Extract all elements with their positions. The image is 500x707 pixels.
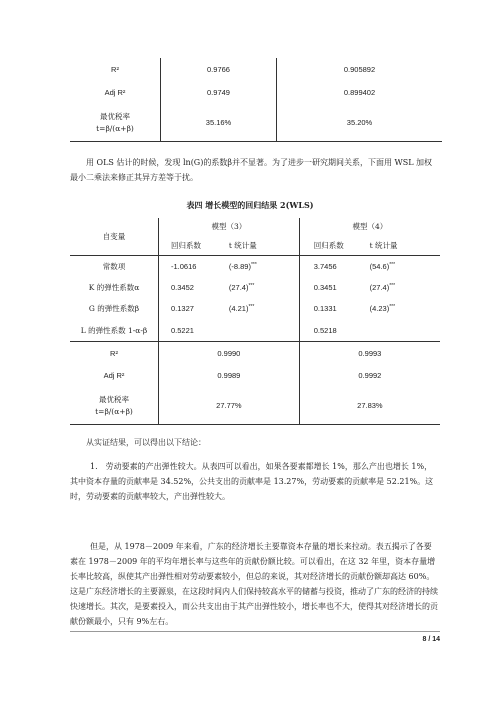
table-cell: 0.3452 — [159, 277, 229, 298]
table-cell — [370, 277, 440, 298]
table-cell: 0.899402 — [277, 81, 443, 103]
table-row — [70, 81, 442, 103]
row-label: Adj R² — [104, 87, 126, 97]
table-row — [70, 298, 440, 319]
table-cell: 35.20% — [277, 103, 443, 142]
row-label: K 的弹性系数α — [88, 283, 140, 292]
table-row — [70, 58, 442, 81]
row-label: Adj R² — [103, 370, 125, 380]
paragraph: 1. 劳动要素的产出弹性较大。从表四可以看出，如果各要素都增长 1%，那么产出也增长 1%，其中资本存量的贡献率是 34.52%，公共支出的贡献率是 13.27%，劳动要素的贡献率是 52.21%。这时，劳动要素的贡献率较大，产出弹性较大。 — [70, 462, 434, 501]
table-cell: 0.9766 — [161, 58, 277, 81]
table-cell: 3.7456 — [299, 256, 369, 278]
row-label: L 的弹性系数 1-α-β — [70, 319, 159, 342]
table-cell: 0.5218 — [299, 319, 369, 342]
column-header-tstat: t 统计量 — [229, 235, 299, 256]
table-row — [70, 319, 440, 342]
table-cell: 0.9749 — [161, 81, 277, 103]
footer-divider — [70, 631, 440, 632]
table-cell: 0.9990 — [159, 342, 300, 365]
table-cell: 0.9993 — [299, 342, 440, 365]
table-cell — [370, 298, 440, 319]
column-header-coef: 回归系数 — [159, 235, 229, 256]
column-header-coef: 回归系数 — [299, 235, 369, 256]
t-value: (27.4) — [369, 283, 390, 292]
table-cell — [370, 319, 440, 342]
column-header-tstat: t 统计量 — [370, 235, 440, 256]
table-cell: 0.5221 — [159, 319, 229, 342]
table-cell — [229, 298, 299, 319]
significance-mark: *** — [389, 283, 396, 289]
table-cell: -1.0616 — [159, 256, 229, 278]
paragraph: 用 OLS 估计的时候，发现 ln(G)的系数β并不显著。为了进步一研究期间关系，下面用 WSL 加权最小二乘法来修正其异方差等于扰。 — [70, 158, 433, 182]
row-label: R² — [110, 348, 118, 358]
significance-mark: *** — [389, 304, 396, 310]
table-row — [70, 277, 440, 298]
row-label — [70, 386, 159, 425]
table-cell: 0.9992 — [299, 364, 440, 386]
table-cell: 0.1331 — [299, 298, 369, 319]
table-row — [70, 103, 442, 142]
table-cell — [229, 277, 299, 298]
significance-mark: *** — [250, 262, 257, 268]
table-cell: 35.16% — [161, 103, 277, 142]
table-cell — [370, 256, 440, 278]
table-cell: 27.83% — [299, 386, 440, 425]
t-value: (4.23) — [369, 304, 390, 313]
row-label: R² — [111, 65, 119, 74]
table-cell: 0.3451 — [299, 277, 369, 298]
page-number: 8 / 14 — [422, 636, 440, 643]
t-value: (-8.89) — [228, 262, 251, 271]
t-value: (54.6) — [369, 262, 390, 271]
table-cell: 0.9989 — [159, 364, 300, 386]
column-header-model4: 模型（4） — [299, 218, 440, 235]
row-label-line: 最优税率 — [100, 112, 130, 121]
column-header-variable: 自变量 — [70, 218, 159, 256]
regression-table-continued — [70, 58, 442, 142]
t-value: (27.4) — [228, 283, 249, 292]
significance-mark: *** — [389, 262, 396, 268]
t-value: (4.21) — [228, 304, 249, 313]
row-label — [70, 103, 161, 142]
significance-mark: *** — [248, 304, 255, 310]
row-label-line: t=β/(α+β) — [95, 407, 133, 416]
table-caption: 表四 增长模型的回归结果 2(WLS) — [186, 200, 314, 210]
table-row — [70, 256, 440, 278]
table-row — [70, 364, 440, 386]
table-header-row — [70, 218, 440, 235]
table-cell — [229, 319, 299, 342]
paragraph: 但是，从 1978－2009 年来看，广东的经济增长主要靠资本存量的增长来拉动。表五揭示了各要素在 1978－2009 年的平均年增长率与这些年的贡献份额比较。可以看出，在这 32 年里，资本存量增长率比较高，纵使其产出弹性相对劳动要素较小，但总的来说，其对经济增长的贡献份额却高达 60%。这是广东经济增长的主要源泉，在这段时间内人们保持较高水平的储蓄与投资，推动了广东的经济的持续快速增长。其次，是要素投入，而公共支出由于其产出弹性较小，增长率也不大，使得其对经济增长的贡献份额最小，只有 9%左右。 — [70, 542, 438, 626]
table-cell: 0.1327 — [159, 298, 229, 319]
row-label-line: 最优税率 — [99, 395, 129, 404]
column-header-model3: 模型（3） — [159, 218, 300, 235]
table-cell: 0.905892 — [277, 58, 443, 81]
regression-table-wls — [70, 218, 440, 425]
table-cell — [229, 256, 299, 278]
row-label-line: t=β/(α+β) — [96, 124, 134, 133]
paragraph: 从实证结果，可以得出以下结论： — [86, 438, 206, 447]
significance-mark: *** — [248, 283, 255, 289]
table-row — [70, 386, 440, 425]
table-row — [70, 342, 440, 365]
row-label: G 的弹性系数β — [88, 304, 140, 313]
table-cell: 27.77% — [159, 386, 300, 425]
row-label: 常数项 — [102, 262, 126, 271]
